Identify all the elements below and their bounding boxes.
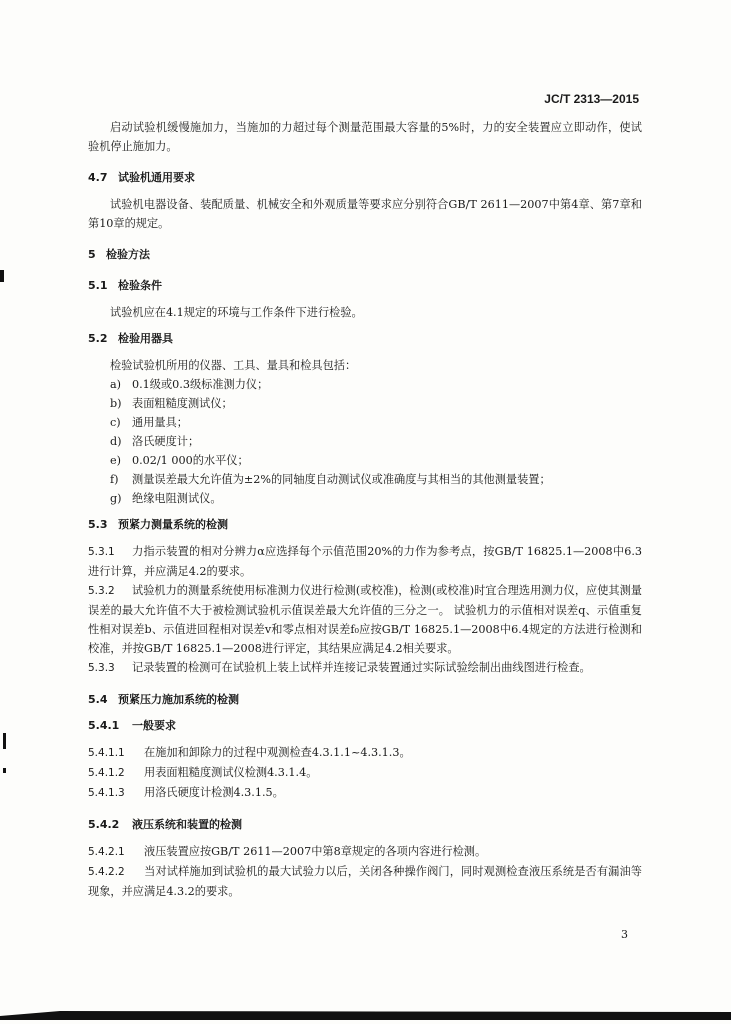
list-item: g) 绝缘电阻测试仪。: [110, 492, 222, 505]
heading-5: 5 检验方法: [88, 248, 150, 261]
list-item: d) 洛氏硬度计；: [110, 435, 200, 448]
heading-5-2: 5.2 检验用器具: [88, 332, 173, 345]
equipment-list: [88, 375, 642, 508]
clause-5-4-1-2: 5.4.1.2 用表面粗糙度测试仪检测4.3.1.4。: [88, 766, 318, 779]
clause-5-4-2-2: 5.4.2.2 当对试样施加到试验机的最大试验力以后，关闭各种操作阀门，同时观测检查液压系统是否有漏油等现象，并应满足4.3.2的要求。: [88, 865, 642, 898]
standard-code: JC/T 2313—2015: [544, 92, 639, 106]
list-item: f) 测量误差最大允许值为±2%的同轴度自动测试仪或准确度与其相当的其他测量装置；: [110, 473, 551, 486]
paragraph-5-1: 试验机应在4.1规定的环境与工作条件下进行检验。: [110, 306, 363, 319]
heading-5-3: 5.3 预紧力测量系统的检测: [88, 518, 228, 531]
heading-5-1: 5.1 检验条件: [88, 279, 162, 292]
heading-4-7: 4.7 试验机通用要求: [88, 171, 195, 184]
scan-mark: [0, 270, 4, 282]
clause-5-4-1-1: 5.4.1.1 在施加和卸除力的过程中观测检查4.3.1.1~4.3.1.3。: [88, 746, 411, 759]
page-content: [88, 118, 642, 901]
clause-5-3-1: 5.3.1 力指示装置的相对分辨力α应选择每个示值范围20%的力作为参考点，按GB/T 16825.1—2008中6.3进行计算，并应满足4.2的要求。: [88, 545, 642, 578]
scan-mark: [3, 768, 6, 773]
heading-5-4-1: 5.4.1 一般要求: [88, 719, 176, 732]
clause-5-4-2-1: 5.4.2.1 液压装置应按GB/T 2611—2007中第8章规定的各项内容进行检测。: [88, 845, 487, 858]
clause-5-4-1-3: 5.4.1.3 用洛氏硬度计检测4.3.1.5。: [88, 786, 284, 799]
list-item: c) 通用量具；: [110, 416, 188, 429]
list-item: b) 表面粗糙度测试仪；: [110, 397, 233, 410]
heading-5-4-2: 5.4.2 液压系统和装置的检测: [88, 818, 242, 831]
clause-5-3-2: 5.3.2 试验机力的测量系统使用标准测力仪进行检测(或校准)，检测(或校准)时宜合理选用测力仪，应使其测量误差的最大允许值不大于被检测试验机示值误差最大允许值的三分之一。 试验机力的示值相对误差q、示值重复性相对误差b、示值进回程相对误差v和零点相对误差f₀应按GB/T 16825.1—2008中6.4规定的方法进行检测和校准，并按GB/T 16825.1—2008进行评定，其结果应满足4.2相关要求。: [88, 584, 642, 655]
scan-edge-bar: [0, 1010, 731, 1020]
paragraph-5-2-intro: 检验试验机所用的仪器、工具、量具和检具包括：: [110, 359, 357, 372]
list-item: a) 0.1级或0.3级标准测力仪；: [110, 378, 269, 391]
heading-5-4: 5.4 预紧压力施加系统的检测: [88, 693, 239, 706]
page-number: 3: [621, 928, 628, 941]
list-item: e) 0.02/1 000的水平仪；: [110, 454, 249, 467]
paragraph-4-7: 试验机电器设备、装配质量、机械安全和外观质量等要求应分别符合GB/T 2611—2007中第4章、第7章和第10章的规定。: [88, 198, 642, 230]
scan-mark: [3, 733, 6, 749]
clause-5-3-3: 5.3.3 记录装置的检测可在试验机上装上试样并连接记录装置通过实际试验绘制出曲线图进行检查。: [88, 661, 591, 674]
paragraph-4-6-continued: 启动试验机缓慢施加力，当施加的力超过每个测量范围最大容量的5%时，力的安全装置应立即动作，使试验机停止施加力。: [88, 121, 642, 153]
